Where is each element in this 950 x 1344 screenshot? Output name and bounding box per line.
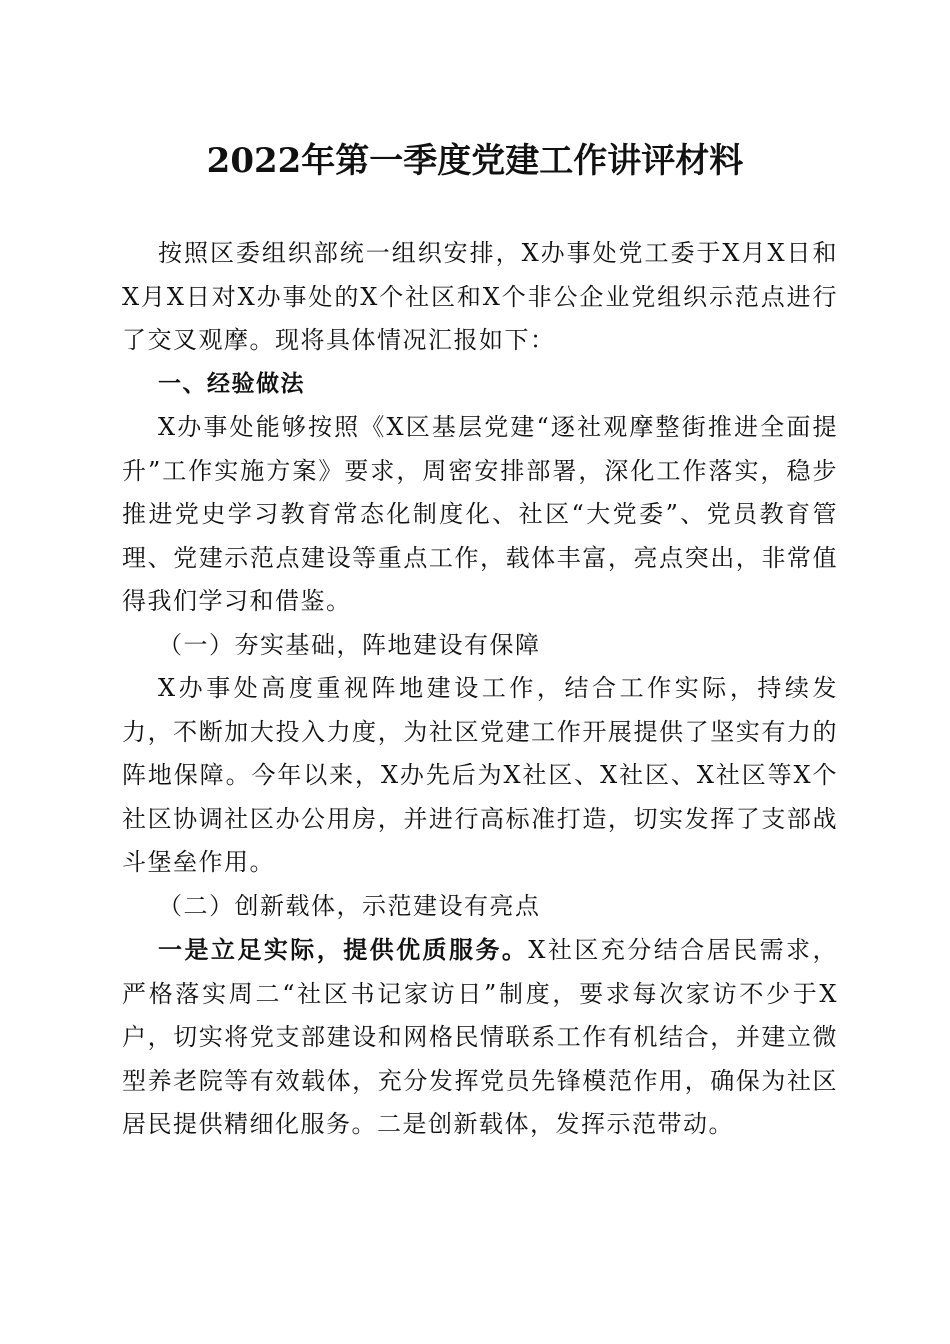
lead-sentence-1: 一是立足实际，提供优质服务。 xyxy=(158,935,529,964)
subsection-heading-foundation: （一）夯实基础，阵地建设有保障 xyxy=(158,630,541,659)
innovation-text-1: X社区充分结合居民需求，严格落实周二“社区书记家访日”制度，要求每次家访不少于X户，切实将党支部建设和网格民情联系工作有机结合，并建立微型养老院等有效载体，充分发挥党员先锋模范作用，确保为社区居民提供精细化服务。 xyxy=(122,936,838,1138)
foundation-paragraph: X办事处高度重视阵地建设工作，结合工作实际，持续发力，不断加大投入力度，为社区党建工作开展提供了坚实有力的阵地保障。今年以来，X办先后为X社区、X社区、X社区等X个社区协调社区办公用房，并进行高标准打造，切实发挥了支部战斗堡垒作用。 xyxy=(122,674,838,876)
innovation-paragraph xyxy=(122,928,838,1147)
lead-sentence-2: 二是创新载体，发挥示范带动。 xyxy=(377,1110,734,1138)
section-heading-experience: 一、经验做法 xyxy=(158,370,305,397)
intro-paragraph: 按照区委组织部统一组织安排，X办事处党工委于X月X日和X月X日对X办事处的X个社区和X个非公企业党组织示范点进行了交叉观摩。现将具体情况汇报如下： xyxy=(122,239,838,354)
document-body xyxy=(122,232,838,1147)
experience-paragraph: X办事处能够按照《X区基层党建“逐社观摩整街推进全面提升”工作实施方案》要求，周密安排部署，深化工作落实，稳步推进党史学习教育常态化制度化、社区“大党委”、党员教育管理、党建示范点建设等重点工作，载体丰富，亮点突出，非常值得我们学习和借鉴。 xyxy=(122,413,838,615)
subsection-heading-innovation: （二）创新载体，示范建设有亮点 xyxy=(158,891,541,920)
document-title: 2022年第一季度党建工作讲评材料 xyxy=(206,141,744,181)
